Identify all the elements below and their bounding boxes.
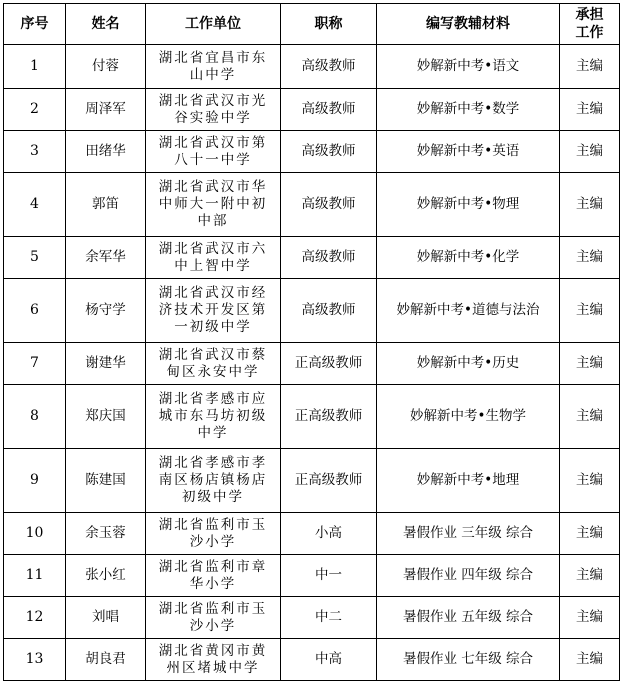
table-row xyxy=(4,237,620,279)
work-unit-cell: 湖北省武汉市蔡甸区永安中学 xyxy=(146,343,281,385)
header-role: 承担工作 xyxy=(560,4,620,45)
row-number-cell: 1 xyxy=(4,45,66,89)
row-number-cell: 8 xyxy=(4,385,66,449)
teacher-name-cell: 田绪华 xyxy=(66,131,146,173)
role-cell: 主编 xyxy=(560,343,620,385)
job-title-cell: 正高级教师 xyxy=(281,449,377,513)
row-number-cell: 9 xyxy=(4,449,66,513)
header-row xyxy=(4,4,620,45)
table-row xyxy=(4,555,620,597)
role-cell: 主编 xyxy=(560,237,620,279)
teacher-name-cell: 郭笛 xyxy=(66,173,146,237)
table-row xyxy=(4,45,620,89)
job-title-cell: 高级教师 xyxy=(281,279,377,343)
teacher-name-cell: 张小红 xyxy=(66,555,146,597)
row-number-cell: 3 xyxy=(4,131,66,173)
role-cell: 主编 xyxy=(560,131,620,173)
role-cell: 主编 xyxy=(560,513,620,555)
role-cell: 主编 xyxy=(560,279,620,343)
material-name-cell: 妙解新中考•英语 xyxy=(377,131,560,173)
table-row xyxy=(4,513,620,555)
row-number-cell: 6 xyxy=(4,279,66,343)
header-material: 编写教辅材料 xyxy=(377,4,560,45)
header-unit: 工作单位 xyxy=(146,4,281,45)
role-cell: 主编 xyxy=(560,89,620,131)
material-name-cell: 妙解新中考•历史 xyxy=(377,343,560,385)
table-row xyxy=(4,343,620,385)
job-title-cell: 中二 xyxy=(281,597,377,639)
header-title: 职称 xyxy=(281,4,377,45)
material-name-cell: 暑假作业 五年级 综合 xyxy=(377,597,560,639)
material-name-cell: 妙解新中考•语文 xyxy=(377,45,560,89)
job-title-cell: 正高级教师 xyxy=(281,343,377,385)
table-row xyxy=(4,597,620,639)
table-row xyxy=(4,385,620,449)
job-title-cell: 高级教师 xyxy=(281,45,377,89)
table-row xyxy=(4,131,620,173)
teacher-name-cell: 胡良君 xyxy=(66,639,146,681)
table-row xyxy=(4,89,620,131)
role-cell: 主编 xyxy=(560,597,620,639)
teacher-name-cell: 付蓉 xyxy=(66,45,146,89)
work-unit-cell: 湖北省监利市玉沙小学 xyxy=(146,513,281,555)
teacher-name-cell: 郑庆国 xyxy=(66,385,146,449)
material-name-cell: 妙解新中考•地理 xyxy=(377,449,560,513)
work-unit-cell: 湖北省黄冈市黄州区堵城中学 xyxy=(146,639,281,681)
table-row xyxy=(4,449,620,513)
row-number-cell: 12 xyxy=(4,597,66,639)
teacher-name-cell: 刘唱 xyxy=(66,597,146,639)
row-number-cell: 10 xyxy=(4,513,66,555)
teacher-name-cell: 余军华 xyxy=(66,237,146,279)
work-unit-cell: 湖北省监利市玉沙小学 xyxy=(146,597,281,639)
work-unit-cell: 湖北省武汉市六中上智中学 xyxy=(146,237,281,279)
work-unit-cell: 湖北省孝感市孝南区杨店镇杨店初级中学 xyxy=(146,449,281,513)
material-name-cell: 暑假作业 四年级 综合 xyxy=(377,555,560,597)
row-number-cell: 4 xyxy=(4,173,66,237)
material-name-cell: 妙解新中考•生物学 xyxy=(377,385,560,449)
job-title-cell: 高级教师 xyxy=(281,131,377,173)
work-unit-cell: 湖北省武汉市华中师大一附中初中部 xyxy=(146,173,281,237)
work-unit-cell: 湖北省武汉市第八十一中学 xyxy=(146,131,281,173)
work-unit-cell: 湖北省武汉市经济技术开发区第一初级中学 xyxy=(146,279,281,343)
table-row xyxy=(4,279,620,343)
header-name: 姓名 xyxy=(66,4,146,45)
material-name-cell: 妙解新中考•化学 xyxy=(377,237,560,279)
job-title-cell: 高级教师 xyxy=(281,237,377,279)
job-title-cell: 小高 xyxy=(281,513,377,555)
work-unit-cell: 湖北省武汉市光谷实验中学 xyxy=(146,89,281,131)
teacher-name-cell: 余玉蓉 xyxy=(66,513,146,555)
work-unit-cell: 湖北省宜昌市东山中学 xyxy=(146,45,281,89)
work-unit-cell: 湖北省监利市章华小学 xyxy=(146,555,281,597)
teacher-name-cell: 谢建华 xyxy=(66,343,146,385)
material-name-cell: 暑假作业 三年级 综合 xyxy=(377,513,560,555)
teacher-name-cell: 周泽军 xyxy=(66,89,146,131)
work-unit-cell: 湖北省孝感市应城市东马坊初级中学 xyxy=(146,385,281,449)
row-number-cell: 5 xyxy=(4,237,66,279)
job-title-cell: 中高 xyxy=(281,639,377,681)
row-number-cell: 7 xyxy=(4,343,66,385)
material-name-cell: 妙解新中考•数学 xyxy=(377,89,560,131)
editors-table xyxy=(3,3,620,681)
role-cell: 主编 xyxy=(560,555,620,597)
job-title-cell: 高级教师 xyxy=(281,173,377,237)
row-number-cell: 13 xyxy=(4,639,66,681)
role-cell: 主编 xyxy=(560,449,620,513)
role-cell: 主编 xyxy=(560,45,620,89)
material-name-cell: 暑假作业 七年级 综合 xyxy=(377,639,560,681)
row-number-cell: 2 xyxy=(4,89,66,131)
role-cell: 主编 xyxy=(560,173,620,237)
job-title-cell: 高级教师 xyxy=(281,89,377,131)
teacher-name-cell: 陈建国 xyxy=(66,449,146,513)
role-cell: 主编 xyxy=(560,385,620,449)
row-number-cell: 11 xyxy=(4,555,66,597)
table-row xyxy=(4,173,620,237)
role-cell: 主编 xyxy=(560,639,620,681)
teacher-name-cell: 杨守学 xyxy=(66,279,146,343)
header-no: 序号 xyxy=(4,4,66,45)
table-body xyxy=(4,45,620,681)
job-title-cell: 正高级教师 xyxy=(281,385,377,449)
material-name-cell: 妙解新中考•道德与法治 xyxy=(377,279,560,343)
material-name-cell: 妙解新中考•物理 xyxy=(377,173,560,237)
table-row xyxy=(4,639,620,681)
job-title-cell: 中一 xyxy=(281,555,377,597)
